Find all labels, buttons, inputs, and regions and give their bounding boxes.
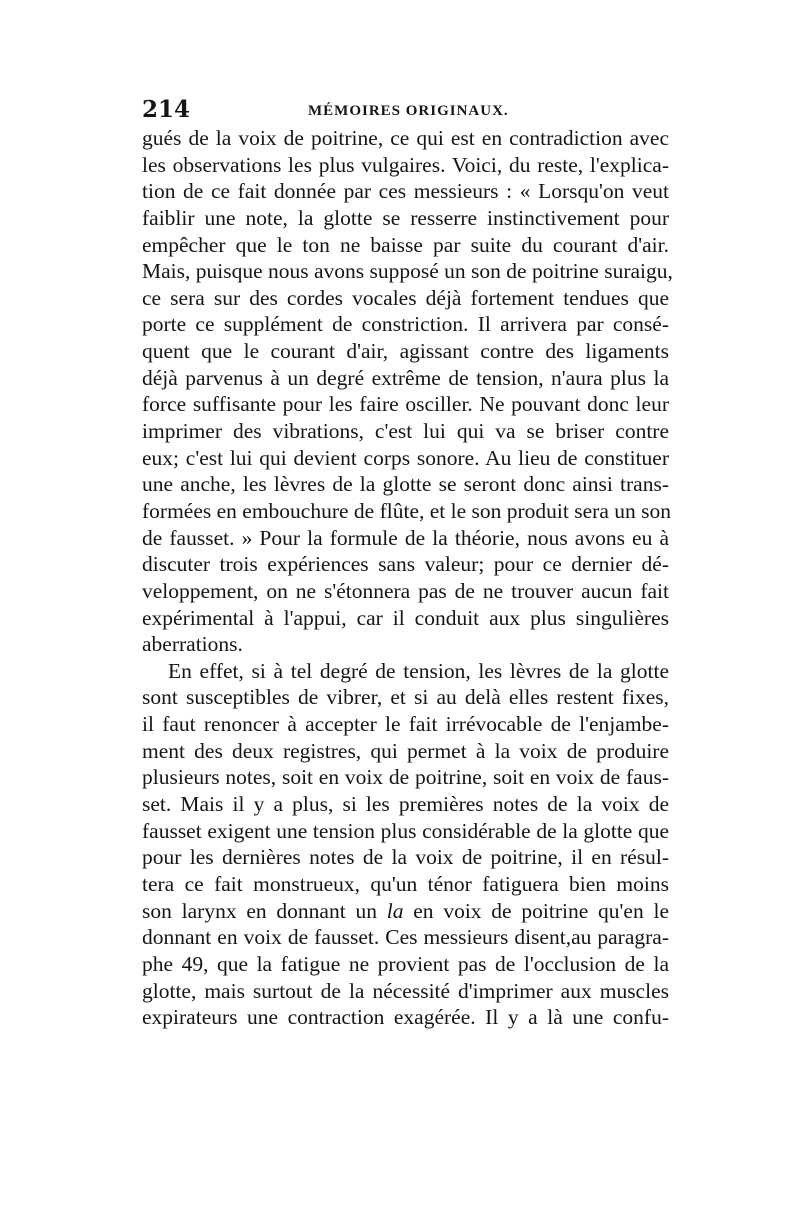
text-line: formées en embouchure de flûte, et le son produit sera un son (142, 498, 671, 523)
text-line: veloppement, on ne s'étonnera pas de ne trouver aucun fait (142, 578, 669, 603)
text-line: porte ce supplément de constriction. Il arrivera par consé- (142, 312, 669, 337)
text-fragment: en voix de poitrine qu'en le (403, 898, 669, 923)
text-line: empêcher que le ton ne baisse par suite du courant d'air. (142, 232, 669, 257)
text-line: ce sera sur des cordes vocales déjà fortement tendues que (142, 285, 669, 310)
text-line: imprimer des vibrations, c'est lui qui va se briser contre (142, 419, 669, 444)
text-line: expirateurs une contraction exagérée. Il y a là une confu- (142, 1005, 669, 1030)
text-line: sont susceptibles de vibrer, et si au delà elles restent fixes, (142, 685, 669, 710)
text-line: quent que le courant d'air, agissant contre des ligaments (142, 339, 669, 364)
text-line: force suffisante pour les faire osciller. Ne pouvant donc leur (142, 392, 669, 417)
text-line: donnant en voix de fausset. Ces messieurs disent,au paragra- (142, 925, 669, 950)
text-line: fausset exigent une tension plus considérable de la glotte que (142, 818, 669, 843)
text-line: discuter trois expériences sans valeur; pour ce dernier dé- (142, 552, 669, 577)
text-line: aberrations. (142, 632, 243, 657)
text-line: ment des deux registres, qui permet à la voix de produire (142, 738, 669, 763)
text-line: une anche, les lèvres de la glotte se seront donc ainsi trans- (142, 472, 669, 497)
text-line: pour les dernières notes de la voix de poitrine, il en résul- (142, 845, 669, 870)
body-text (142, 125, 673, 1031)
text-line: de fausset. » Pour la formule de la théorie, nous avons eu à (142, 525, 669, 550)
page-header (142, 96, 662, 126)
paragraph (142, 658, 669, 1031)
text-line: faiblir une note, la glotte se resserre instinctivement pour (142, 205, 669, 230)
text-line: tion de ce fait donnée par ces messieurs : « Lorsqu'on veut (142, 179, 669, 204)
text-line: set. Mais il y a plus, si les premières notes de la voix de (142, 792, 669, 817)
text-line: déjà parvenus à un degré extrême de tension, n'aura plus la (142, 365, 669, 390)
running-head: MÉMOIRES ORIGINAUX. (308, 103, 509, 119)
text-line: il faut renoncer à accepter le fait irrévocable de l'enjambe- (142, 712, 669, 737)
text-line: gués de la voix de poitrine, ce qui est en contradiction avec (142, 126, 669, 150)
text-line (142, 898, 669, 925)
page-number: 214 (142, 96, 191, 123)
italic-word: la (386, 898, 404, 923)
text-line: Mais, puisque nous avons supposé un son de poitrine suraigu, (142, 259, 673, 284)
text-line: eux; c'est lui qui devient corps sonore. Au lieu de constituer (142, 445, 669, 470)
text-line: expérimental à l'appui, car il conduit aux plus singulières (142, 605, 669, 630)
text-line: les observations les plus vulgaires. Voici, du reste, l'explica- (142, 152, 669, 177)
paragraph (142, 125, 673, 658)
text-line: phe 49, que la fatigue ne provient pas de l'occlusion de la (142, 951, 669, 976)
text-line: glotte, mais surtout de la nécessité d'imprimer aux muscles (142, 978, 669, 1003)
text-fragment: son larynx en donnant un (142, 898, 387, 923)
text-line: plusieurs notes, soit en voix de poitrine, soit en voix de faus- (142, 765, 669, 790)
text-line: tera ce fait monstrueux, qu'un ténor fatiguera bien moins (142, 871, 669, 896)
text-line: En effet, si à tel degré de tension, les lèvres de la glotte (168, 658, 669, 683)
